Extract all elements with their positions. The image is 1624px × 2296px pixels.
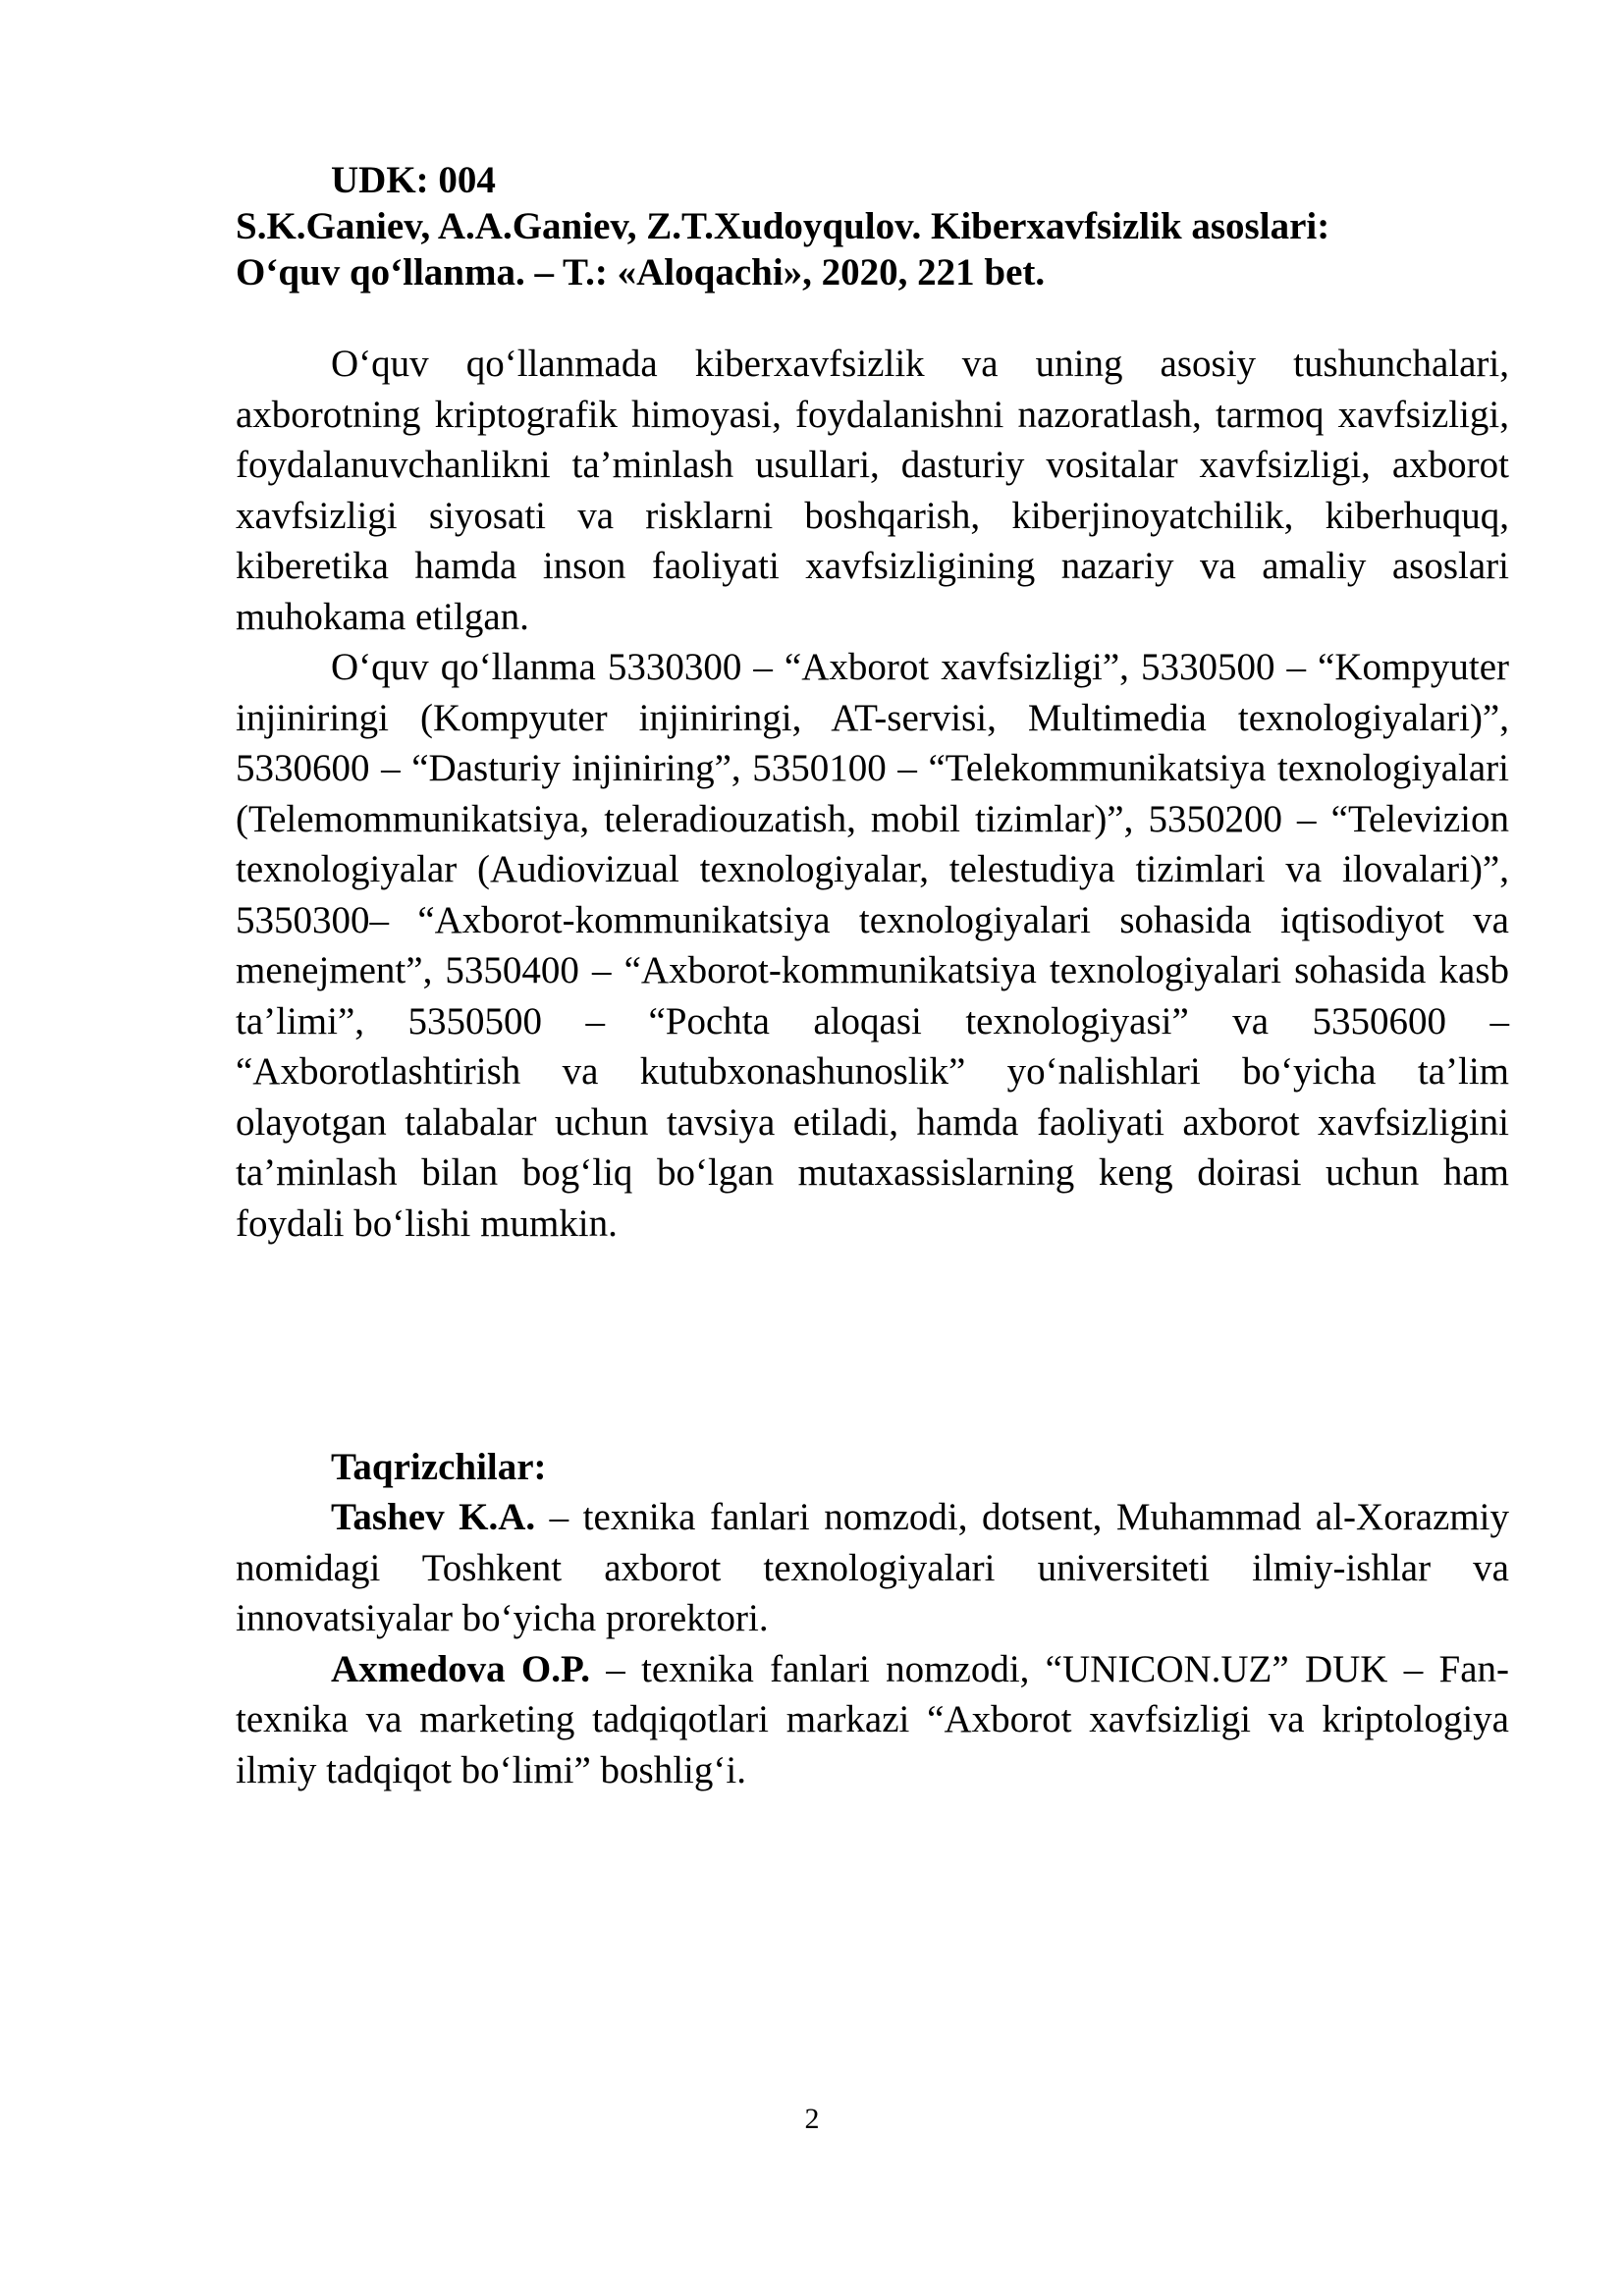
abstract-paragraph-1: O‘quv qo‘llanmada kiberxavfsizlik va uning asosiy tushunchalari, axborotning kriptografik himoyasi, foydalanishni nazoratlash, tarmoq xavfsizligi, foydalanuvchanlikni ta’minlash usullari, dasturiy vositalar xavfsizligi, axborot xavfsizligi siyosati va risklarni boshqarish, kiberjinoyatchilik, kiberhuquq, kiberetika hamda inson faoliyati xavfsizligining nazariy va amaliy asoslari muhokama etilgan. [236, 343, 1509, 638]
reviewer-name: Tashev K.A. [331, 1496, 536, 1538]
reviewer-description: – texnika fanlari nomzodi, dotsent, Muhammad al-Xorazmiy nomidagi Toshkent axborot texnologiyalari universiteti ilmiy-ishlar va innovatsiyalar bo‘yicha prorektori. [236, 1496, 1509, 1639]
reviewers-title: Taqrizchilar: [331, 1446, 547, 1488]
reviewer-entry [236, 1644, 1509, 1796]
bibliographic-header [236, 157, 1509, 295]
abstract [236, 339, 1509, 1249]
citation-line-2: O‘quv qo‘llanma. – T.: «Aloqachi», 2020, 221 bet. [236, 251, 1046, 294]
citation-line-1: S.K.Ganiev, A.A.Ganiev, Z.T.Xudoyqulov. Kiberxavfsizlik asoslari: [236, 205, 1330, 247]
reviewer-name: Axmedova O.P. [331, 1647, 591, 1690]
page-number: 2 [804, 2103, 820, 2135]
reviewer-entry [236, 1492, 1509, 1644]
document-page [236, 157, 1509, 1795]
reviewer-description: – texnika fanlari nomzodi, “UNICON.UZ” DUK – Fan-texnika va marketing tadqiqotlari markazi “Axborot xavfsizligi va kriptologiya ilmiy tadqiqot bo‘limi” boshlig‘i. [236, 1647, 1509, 1791]
udk-code: UDK: 004 [331, 159, 496, 201]
reviewers-section [236, 1443, 1509, 1795]
abstract-paragraph-2: O‘quv qo‘llanma 5330300 – “Axborot xavfsizligi”, 5330500 – “Kompyuter injiniringi (Kompyuter injiniringi, AT-servisi, Multimedia texnologiyalari)”, 5330600 – “Dasturiy injiniring”, 5350100 – “Telekommunikatsiya texnologiyalari (Telemommunikatsiya, teleradiouzatish, mobil tizimlar)”, 5350200 – “Televizion texnologiyalar (Audiovizual texnologiyalar, telestudiya tizimlari va ilovalari)”, 5350300– “Axborot-kommunikatsiya texnologiyalari sohasida iqtisodiyot va menejment”, 5350400 – “Axborot-kommunikatsiya texnologiyalari sohasida kasb ta’limi”, 5350500 – “Pochta aloqasi texnologiyasi” va 5350600 – “Axborotlashtirish va kutubxonashunoslik” yo‘nalishlari bo‘yicha ta’lim olayotgan talabalar uchun tavsiya etiladi, hamda faoliyati axborot xavfsizligini ta’minlash bilan bog‘liq bo‘lgan mutaxassislarning keng doirasi uchun ham foydali bo‘lishi mumkin. [236, 646, 1509, 1245]
